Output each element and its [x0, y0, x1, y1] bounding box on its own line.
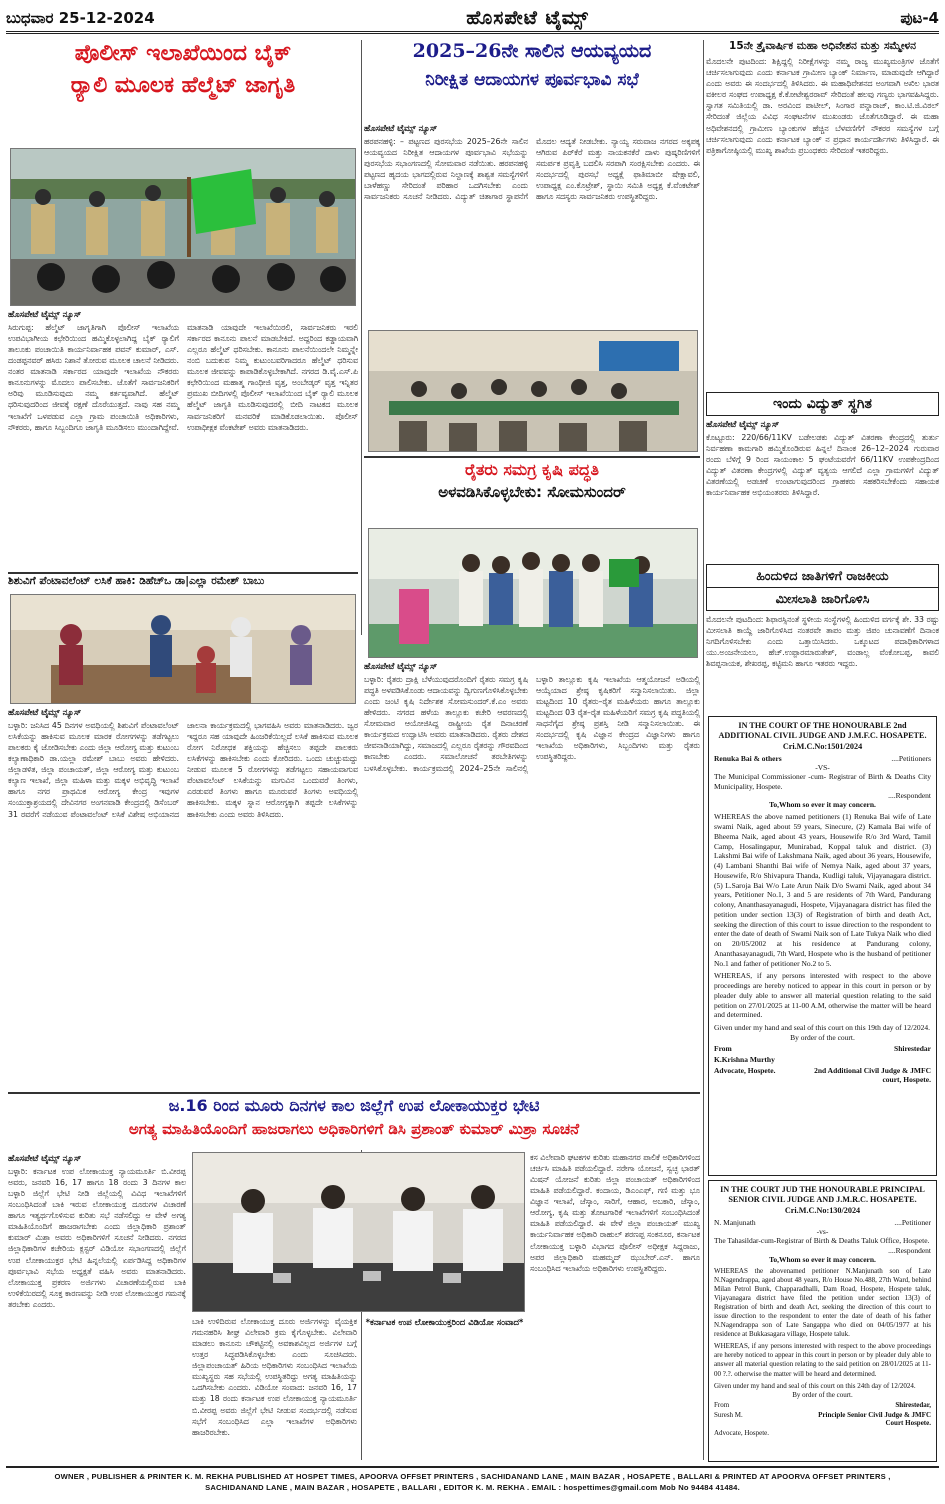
column-divider [361, 40, 362, 635]
notice-sign-court: 2nd Additional Civil Judge & JMFC court, Hospete. [814, 1065, 931, 1084]
notice-title: IN THE COURT OF THE HONOURABLE 2nd ADDITIONAL CIVIL JUDGE AND J.M.F.C. HOSAPETE. [718, 721, 927, 741]
notice-respondent-role: ....Respondent [888, 1245, 931, 1255]
subhead: *ಕರ್ನಾಟಕ ಉಪ ಲೋಕಾಯುಕ್ತರಿಂದ ವಿಡಿಯೋ ಸಂವಾದ* [365, 1318, 524, 1328]
headline: 2025–26ನೇ ಸಾಲಿನ ಆಯವ್ಯಯದ [412, 40, 652, 62]
byline: ಹೊಸಪೇಟೆ ಟೈಮ್ಸ್ ನ್ಯೂಸ್ [364, 662, 438, 672]
notice-advocate-role: Advocate, Hospete. [714, 1065, 776, 1075]
section-divider [8, 572, 358, 574]
photo-vaccination-camp [10, 594, 356, 704]
vaccination-illustration [11, 595, 356, 704]
article-text: ಬಾಕಿ ಉಳಿದಿರುವ ಲೋಕಾಯುಕ್ತ ದೂರು ಅರ್ಜಿಗಳನ್ನು ವೈಯಕ್ತಿಕ ಗಮನಹರಿಸಿ ಶೀಘ್ರ ವಿಲೇವಾರಿ ಕ್ರಮ ಕೈಗೊಳ್ಳಬೇಕು. ವಿಲೇವಾರಿ ಮಾಡಲು ಕಾನೂನು ಚೌಕಟ್ಟಿನಲ್ಲಿ ಅವಕಾಶವಿಲ್ಲದ ಅರ್ಜಿಗಳ ಬಗ್ಗೆ ಉತ್ತರ ಸಿದ್ಧಪಡಿಸಿಕೊಳ್ಳಬೇಕು ಎಂದು ಸೂಚಿಸಿದರು. ಜಿಲ್ಲಾಪಂಚಾಯತ್ ಹಿರಿಯ ಅಧಿಕಾರಿಗಳು ಸಂಬಂಧಿಸಿದ ಇಲಾಖೆಯ ಮುಖ್ಯಸ್ಥರು ಸಹ ಸಭೆಯಲ್ಲಿ ಉಪಸ್ಥಿತರಿದ್ದು ಅಗತ್ಯ ಮಾಹಿತಿಯನ್ನು ಒದಗಿಸಬೇಕು ಎಂದರು. ವಿಡಿಯೋ ಸಂವಾದ: ಜನವರಿ 16, 17 ಮತ್ತು 18 ರಂದು ಕರ್ನಾಟಕ ಉಪ ಲೋಕಾಯುಕ್ತ ನ್ಯಾಯಮೂರ್ತಿ ಬಿ.ವೀರಪ್ಪ ಅವರು ಜಿಲ್ಲೆಗೆ ಭೇಟಿ ನೀಡುವ ಸಂದರ್ಭದಲ್ಲಿ ನಡೆಸುವ ಸಭೆಗೆ ಸಂಬಂಧಿಸಿದ ಎಲ್ಲಾ ಇಲಾಖೆಗಳ ಅಧಿಕಾರಿಗಳು ಹಾಜರಿರಬೇಕು. [192, 1317, 357, 1437]
article-power-cut [706, 392, 939, 562]
notice-order: By order of the court. [790, 1032, 855, 1042]
article-lokayukta-body-a [8, 1152, 186, 1464]
notice-title: IN THE COURT JUD THE HONOURABLE PRINCIPAL SENIOR CIVIL JUDGE AND J.M.R.C. HOSAPETE. [720, 1185, 925, 1205]
headline: ನಿರೀಕ್ಷಿತ ಆದಾಯಗಳ ಪೂರ್ವಭಾವಿ ಸಭೆ [425, 69, 639, 90]
officials-meeting-illustration [193, 1153, 525, 1312]
article-text: ಬಳ್ಳಾರಿ: ಕರ್ನಾಟಕ ಉಪ ಲೋಕಾಯುಕ್ತ ನ್ಯಾಯಮೂರ್ತಿ ಬಿ.ವೀರಪ್ಪ ಅವರು, ಜನವರಿ 16, 17 ಹಾಗೂ 18 ರಂದು 3 ದಿನಗಳ ಕಾಲ ಬಳ್ಳಾರಿ ಜಿಲ್ಲೆಗೆ ಭೇಟಿ ನೀಡಿ ಜಿಲ್ಲೆಯಲ್ಲಿ ವಿವಿಧ ಇಲಾಖೆಗಳಿಗೆ ಸಂಬಂಧಿಸಿದಂತೆ ಬಾಕಿ ಇರುವ ಲೋಕಾಯುಕ್ತ ದೂರುಗಳ ವಿಚಾರಣೆ ಹಾಗೂ ಇತ್ಯರ್ಥಗೊಳಿಸುವ ಕುರಿತು ಸಭೆ ನಡೆಸಲಿದ್ದು ಆ ವೇಳೆ ಅಗತ್ಯ ಮಾಹಿತಿಯೊಂದಿಗೆ ಹಾಜರಾಗಬೇಕು ಎಂದು ಜಿಲ್ಲಾಧಿಕಾರಿ ಪ್ರಶಾಂತ್ ಕುಮಾರ್ ಮಿಶ್ರಾ ಅವರು ಅಧಿಕಾರಿಗಳಿಗೆ ಸೂಚನೆ ನೀಡಿದರು. ನಗರದ ಜಿಲ್ಲಾಧಿಕಾರಿಗಳ ಕಚೇರಿಯ ಕ್ಲಸ್ಟರ್ ವಿಡಿಯೋ ಸಭಾಂಗಣದಲ್ಲಿ ಜಿಲ್ಲೆಗೆ ಉಪ ಲೋಕಾಯುಕ್ತರ ಭೇಟಿ ಹಿನ್ನಲೆಯಲ್ಲಿ ಏರ್ಪಡಿಸಿದ್ದ ಅಧಿಕಾರಿಗಳ ಪೂರ್ವಭಾವಿ ಸಭೆಯ ಅಧ್ಯಕ್ಷತೆ ವಹಿಸಿ ಅವರು ಮಾತನಾಡಿದರು. ಲೋಕಾಯುಕ್ತ ಪ್ರಕರಣ ಅರ್ಜಿಗಳು ವಿಚಾರಣೆಯಲ್ಲಿರುವ ಬಾಕಿ ಉಳಿಕೆಯಿರದಲ್ಲಿ ಸೂಕ್ತ ಕಾರಣವನ್ನು ನೀಡಿ ಉಪ ಲೋಕಾಯುಕ್ತರ ಗಮನಕ್ಕೆ ತರಬೇಕು ಎಂದರು. [8, 1167, 186, 1309]
issue-date: ಬುಧವಾರ 25-12-2024 [6, 8, 155, 27]
column-divider [703, 40, 704, 1460]
police-bike-rally-illustration [11, 149, 356, 306]
byline: ಹೊಸಪೇಟೆ ಟೈಮ್ಸ್ ನ್ಯೂಸ್ [8, 708, 82, 718]
headline-box: ಮೀಸಲಾತಿ ಜಾರಿಗೊಳಿಸಿ [706, 587, 939, 611]
notice-sign-title: Shirestedar [894, 1043, 931, 1053]
notice-vs: -VS- [815, 762, 830, 772]
article-lokayukta-body-c [530, 1152, 700, 1464]
photo-farmers-day [368, 528, 698, 658]
court-notice-1 [708, 716, 937, 1176]
article-lokayukta-headlines [8, 1096, 700, 1148]
notice-given: Given under my hand and seal of this court on this 24th day of 12/2024. [714, 1381, 916, 1390]
photo-budget-meeting [368, 330, 698, 452]
newspaper-title: ಹೊಸಪೇಟೆ ಟೈಮ್ಸ್ [466, 6, 589, 29]
notice-case-number: Cri.M.C.No:130/2024 [784, 1205, 861, 1215]
notice-advocate-role: Advocate, Hospete. [714, 1428, 770, 1437]
farmers-felicitation-illustration [369, 529, 698, 658]
masthead [6, 4, 939, 34]
article-text: ಕಸ ವಿಲೇವಾರಿ ಘಟಕಗಳ ಕುರಿತು ಮಹಾನಗರ ಪಾಲಿಕೆ ಅಧಿಕಾರಿಗಳಿಂದ ಚರ್ಚಿಸಿ ಮಾಹಿತಿ ಪಡೆಯಲಿದ್ದಾರೆ. ನರೇಗಾ ಯೋಜನೆ, ಸ್ವಚ್ಛ ಭಾರತ್ ಮಿಷನ್ ಯೋಜನೆ ಕುರಿತು ಜಿಲ್ಲಾ ಪಂಚಾಯತ್ ಅಧಿಕಾರಿಗಳಿಂದ ಮಾಹಿತಿ ಪಡೆಯಲಿದ್ದಾರೆ. ಕಂದಾಯ, ಡಿಎಂಎಫ್, ಗಣಿ ಮತ್ತು ಭೂ ವಿಜ್ಞಾನ ಇಲಾಖೆ, ಜೆಸ್ಕಾಂ, ಸಾರಿಗೆ, ಆಹಾರ, ಅಬಕಾರಿ, ಜೆಸ್ಕಾಂ, ಆರೋಗ್ಯ, ಕೃಷಿ ಮತ್ತು ತೋಟಗಾರಿಕೆ ಇಲಾಖೆಗಳಿಗೆ ಸಂಬಂಧಿಸಿದಂತೆ ಮಾಹಿತಿ ಪಡೆಯಲಿದ್ದಾರೆ. ಈ ವೇಳೆ ಜಿಲ್ಲಾ ಪಂಚಾಯತ್ ಮುಖ್ಯ ಕಾರ್ಯನಿರ್ವಾಹಕ ಅಧಿಕಾರಿ ರಾಹುಲ್ ಶರಣಪ್ಪ ಸಂಕನೂರ, ಕರ್ನಾಟಕ ಲೋಕಾಯುಕ್ತ ಬಳ್ಳಾರಿ ವಿಭಾಗದ ಪೊಲೀಸ್ ಅಧೀಕ್ಷಕ ಸಿದ್ದರಾಜು, ಅಪರ ಜಿಲ್ಲಾಧಿಕಾರಿ ಮಹಮ್ಮದ್ ಝುಬೇರ್.ಎನ್. ಹಾಗೂ ಸಂಬಂಧಿಸಿದ ಇಲಾಖೆಯ ಅಧಿಕಾರಿಗಳು ಉಪಸ್ಥಿತರಿದ್ದರು. [530, 1153, 700, 1273]
notice-advocate-name: Suresh M. [714, 1410, 743, 1419]
headline: 15ನೇ ತ್ರೈವಾರ್ಷಿಕ ಮಹಾ ಅಧಿವೇಶನ ಮತ್ತು ಸಮ್ಮೇಳನ [729, 40, 916, 52]
notice-petitioner-role: ....Petitioners [891, 753, 931, 763]
byline: ಹೊಸಪೇಟೆ ಟೈಮ್ಸ್ ನ್ಯೂಸ್ [8, 1154, 82, 1164]
notice-from: From [714, 1400, 730, 1409]
notice-to-whom: To,Whom so ever it may concern. [769, 800, 876, 810]
notice-respondent-role: ....Respondent [888, 791, 931, 801]
headline: ಅಳವಡಿಸಿಕೊಳ್ಳಬೇಕು: ಸೋಮಸುಂದರ್ [438, 483, 626, 501]
photo-helmet-rally [10, 148, 356, 306]
notice-sign-court: Principle Senior Civil Judge & JMFC Court Hospete. [818, 1410, 931, 1427]
article-text: ಸಿರುಗುಪ್ಪ: ಹೆಲ್ಮೆಟ್ ಜಾಗೃತಿಗಾಗಿ ಪೊಲೀಸ್ ಇಲಾಖೆಯ ಉಪವಿಭಾಗೀಯ ಕಛೇರಿಯಿಂದ ಹಮ್ಮಿಕೊಳ್ಳಲಾಗಿದ್ದ ಬೈಕ್ ರ್‍ಯಾಲಿಗೆ ತಾಲೂಕು ಪಂಚಾಯಿತಿ ಕಾರ್ಯನಿರ್ವಾಹಕ ಪವನ್ ಕುಮಾರ್, ಎಸ್. ದಂಡಪ್ಪನವರ್ ಹಸಿರು ನಿಶಾನೆ ತೋರುವ ಮೂಲಕ ಚಾಲನೆ ನೀಡಿದರು. ನಂತರ ಮಾತನಾಡಿ ಸರ್ಕಾರದ ಯಾವುದೇ ಇಲಾಖೆಯ ನೌಕರರು ಕಾನೂನುಗಳನ್ನು ಮೊದಲು ಪಾಲಿಸಬೇಕು. ಜೊತೆಗೆ ಸಾರ್ವಜನಿಕರಿಗೆ ಅರಿವು ಮೂಡಿಸುವುದು ನಮ್ಮ ಕರ್ತವ್ಯವಾಗಿದೆ. ಹೆಲ್ಮೆಟ್ ಧರಿಸುವುದರಿಂದ ಜೀವಕ್ಕೆ ರಕ್ಷಣೆ ದೊರೆಯುತ್ತದೆ. ನಾವು ಸಹ ನಮ್ಮ ಇಲಾಖೆಗೆ ಒಳಪಡುವ ಎಲ್ಲಾ ಗ್ರಾಮ ಪಂಚಾಯಿತಿ ಅಧಿಕಾರಿಗಳು, ನೌಕರರು, ಹಾಗೂ ಸಿಬ್ಬಂದಿಗೂ ಜಾಗೃತಿ ಮೂಡಿಸಲು ಮುಂದಾಗಿದ್ದೇವೆ. ಮಾತನಾಡಿ ಯಾವುದೇ ಇಲಾಖೆಯಿರಲಿ, ಸಾರ್ವಜನಿಕರು ಇರಲಿ ಸರ್ಕಾರದ ಕಾನೂನು ಪಾಲನೆ ಮಾಡಬೇಕಿದೆ. ಅದ್ದರಿಂದ ಕಡ್ಡಾಯವಾಗಿ ಎಲ್ಲರೂ ಹೆಲ್ಮೆಟ್ ಧರಿಸಬೇಕು. ಕಾನೂನು ಪಾಲನೆಯಿಂದಲೇ ನಿಮ್ಮನ್ನೇ ನಂಬಿ ಬದುಕುವ ನಿಮ್ಮ ಕುಟುಂಬವರಿಗಾದರೂ ಹೆಲ್ಮೆಟ್ ಧರಿಸುವ ಮೂಲಕ ಜೀವವನ್ನು ಕಾಪಾಡಿಕೊಳ್ಳಬೇಕಾಗಿದೆ. ನಗರದ ಡಿ.ವೈ.ಎಸ್.ಪಿ ಕಛೇರಿಯಿಂದ ಮಹಾತ್ಮ ಗಾಂಧೀಜಿ ವೃತ್ತ, ಅಂಬೇಡ್ಕರ್ ವೃತ್ತ ಇನ್ನಿತರ ಪ್ರಮುಖ ಬೀದಿಗಳಲ್ಲಿ ಪೊಲೀಸ್ ಇಲಾಖೆಯಿಂದ ಬೈಕ್ ರ್‍ಯಾಲಿ ಮೂಲಕ ಹೆಲ್ಮೆಟ್ ಜಾಗೃತಿ ಮೂಡಿಸುವುದರಲ್ಲಿ ಬೀದಿ ನಾಟಕದ ಮೂಲಕ ಸಾರ್ವಜನಿಕರಿಗೆ ಮನವರಿಕೆ ಮಾಡಿಕೊಡಲಾಯಿತು. ಪೊಲೀಸ್ ಉಪಾಧೀಕ್ಷಕ ವೆಂಕಟೇಶ್ ಅವರು ಮಾತನಾಡಿದರು. [8, 323, 358, 432]
notice-given: Given under my hand and seal of this court on this 19th day of 12/2024. [714, 1023, 931, 1032]
notice-vs: -vs- [816, 1226, 829, 1236]
notice-body: WHEREAS the above named petitioners (1) Renuka Bai wife of Late swami Naik, aged about 59 years, Sinecure, (2) Kamala Bai wife of Bheema Naik, aged about 43 years, Housewife R/o 3rd Ward, Tamil Camp, Hosalingapur, Munirabad, Koppal taluk and district. (3) Lakshmi Bai wife of Lakshmana Naik, aged about 36 years, Housewife, (4) Lambani Shanthi Bai wife of Nemya Naik, aged about 37 years, Housewife, R/o Shivapura Thanda, Kudligi taluk, Vijayanagara district. (5) L.Saroja Bai W/o Late Arun Naik D/o Swami Naik, aged about 34 years, Petitioner No.1, 3 and 5 are residents of 7th Ward, Pandurang colony, Ananthasayanagudi, Hospete, Vijayanagara district has filed the petition under section 13(3) of Registration of birth and death Act, seeking the direction of this court to issue direction to the respondent to enter the date of death of Swami Naik son of Late Tukya Naik who died on 20/05/2002 at his residence at Pandurang colony, Ananthasayanagudi, 7th Ward, Hospete who is the husband of petitioner No.1 and father of petitioner No.2 to 5. [714, 812, 931, 968]
article-helmet-rally-body [8, 308, 358, 570]
notice-sign-title: Shirestedar, [895, 1400, 931, 1409]
article-lokayukta-body-b [192, 1316, 357, 1464]
notice-case-number: Cri.M.C.No:1501/2024 [782, 741, 863, 751]
section-divider [364, 456, 700, 458]
imprint-footer [6, 1466, 939, 1500]
notice-body-2: WHEREAS, if any persons interested with respect to the above proceedings are hereby noticed to appear in this court in person or by pleader duly able to answer all material question relating to the said petition on 27/01/2025 at 11-00 A.M, otherwise the matter will be heard and determined. [714, 971, 931, 1020]
article-farming-body [364, 660, 700, 1090]
article-budget-meeting [364, 40, 700, 135]
article-bank-convention [706, 40, 939, 388]
article-text: ಬಳ್ಳಾರಿ: ರೈತರು ದ್ರಾಕ್ಷಿ ಬೆಳೆಯುವುದರೊಂದಿಗೆ ರೈತರು ಸಮಗ್ರ ಕೃಷಿ ಪದ್ಧತಿ ಅಳವಡಿಸಿಕೊಂಡು ಆದಾಯವನ್ನು ದ್ವಿಗುಣಗೊಳಿಸಿಕೊಳ್ಳಬೇಕು ಎಂದು ಜಂಟಿ ಕೃಷಿ ನಿರ್ದೇಶಕ ಸೋಮಸುಂದರ್.ಕೆ.ಎಂ ಅವರು ಹೇಳಿದರು. ನಗರದ ಹಳೆಯ ತಾಲ್ಲೂಕು ಕಚೇರಿ ಆವರಣದಲ್ಲಿ ಸೋಮವಾರ ಆಯೋಜಿಸಿದ್ದ ರಾಷ್ಟ್ರೀಯ ರೈತ ದಿನಾಚರಣೆ ಕಾರ್ಯಕ್ರಮದ ಉದ್ಘಾಟಿಸಿ ಅವರು ಮಾತನಾಡಿದರು. ರೈತರು ದೇಶದ ಜೀವನಾಡಿಯಾಗಿದ್ದು, ಸಮಾಜದಲ್ಲಿ ಎಲ್ಲರೂ ರೈತರನ್ನು ಗೌರವದಿಂದ ಕಾಣಬೇಕು ಎಂದರು. ಸಮಾಲೋಚನೆ ತರಬೇತಿಗಳನ್ನು ಬಳಸಿಕೊಳ್ಳಬೇಕು. ಕಾರ್ಯಕ್ರಮದಲ್ಲಿ 2024–25ನೇ ಸಾಲಿನಲ್ಲಿ ಬಳ್ಳಾರಿ ತಾಲ್ಲೂಕು ಕೃಷಿ ಇಲಾಖೆಯ ಆತ್ಮಯೋಜನೆ ಅಡಿಯಲ್ಲಿ ಆಯ್ಕೆಯಾದ ಶ್ರೇಷ್ಠ ಕೃಷಿಕರಿಗೆ ಸನ್ಮಾನಿಸಲಾಯಿತು. ಜಿಲ್ಲಾ ಮಟ್ಟದಿಂದ 10 ರೈತರು–ರೈತ ಮಹಿಳೆಯರು ಹಾಗೂ ತಾಲ್ಲೂಕು ಮಟ್ಟದಿಂದ 03 ರೈತ–ರೈತ ಮಹಿಳೆಯರಿಗೆ ಸಮಗ್ರ ಕೃಷಿ ಪದ್ಧತಿಯಲ್ಲಿ ಸಾಧನೆಗೈದ ಶ್ರೇಷ್ಠ ಪ್ರಶಸ್ತಿ ನೀಡಿ ಸನ್ಮಾನಿಸಲಾಯಿತು. ಈ ಸಂದರ್ಭದಲ್ಲಿ ಕೃಷಿ ವಿಜ್ಞಾನ ಕೇಂದ್ರದ ವಿಜ್ಞಾನಿಗಳು ಹಾಗೂ ಇಲಾಖೆಯ ಅಧಿಕಾರಿಗಳು, ಸಿಬ್ಬಂದಿಗಳು ಮತ್ತು ರೈತರು ಉಪಸ್ಥಿತರಿದ್ದರು. [364, 675, 700, 773]
page-number: ಪುಟ-4 [900, 8, 939, 27]
headline: ಅಗತ್ಯ ಮಾಹಿತಿಯೊಂದಿಗೆ ಹಾಜರಾಗಲು ಅಧಿಕಾರಿಗಳಿಗೆ ಡಿಸಿ ಪ್ರಶಾಂತ್ ಕುಮಾರ್ ಮಿಶ್ರಾ ಸೂಚನೆ [128, 1120, 580, 1138]
imprint-line-2: SACHIDANAND LANE , MAIN BAZAR , HOSAPETE , BALLARI , EDITOR K. M. REKHA . EMAIL : hospettimes@gmail.com Mob No 94484 41484. [205, 1483, 740, 1493]
headline: ರೈತರು ಸಮಗ್ರ ಕೃಷಿ ಪದ್ಧತಿ [465, 460, 599, 479]
notice-advocate-name: K.Krishna Murthy [714, 1054, 775, 1064]
headline-box: ಹಿಂದುಳಿದ ಜಾತಿಗಳಿಗೆ ರಾಜಕೀಯ [706, 564, 939, 587]
notice-from: From [714, 1043, 732, 1053]
article-text: ಮೊದಲನೇ ಪುಟದಿಂದ: ಶಿಕ್ಷಿದ್ದಲ್ಲಿ ನಿರೀಕ್ಷೆಗಳನ್ನು ನಮ್ಮ ರಾಜ್ಯ ಮುಖ್ಯಮಂತ್ರಿಗಳ ಜೊತೆಗೆ ಚರ್ಚಿಸಲಾಗುವುದು ಎಂದು ಕರ್ನಾಟಕ ಗ್ರಾಮೀಣ ಬ್ಯಾಂಕ್ ನಿರ್ಮಾಣ, ಮಾಡುವುದೇ ಆಗಿದ್ದಾರೆ ಎಂದು ಅವರು ಈ ಸಂದರ್ಭದಲ್ಲಿ ತಿಳಿಸಿದರು. ಈ ಮಹಾಧಿವೇಶನದ ಅಂಗವಾಗಿ ಅಖಿಲ ಭಾರತ ವಕೀಲರ ಸಂಘದ ಉಪಾಧ್ಯಕ್ಷ ಕೆ.ಕೋಟೇಶ್ವರರಾವ್ ಸೇರಿದಂತೆ ಹಲವು ಗಣ್ಯರು ಭಾಗವಹಿಸಿದ್ದರು. ಸ್ವಾಗತ ಸಮಿತಿಯಲ್ಲಿ ಡಾ. ಅರವಿಂದ ಪಾಟೀಲ್, ಸಿಂಗಾರ ಪನ್ನಾರಾಜ್, ಕಾಂ.ಟಿ.ಜಿ.ವಿಠಲ್ ಸೇರಿದಂತೆ ಜಿಲ್ಲೆಯ ವಿವಿಧ ಸಂಘಟನೆಗಳ ಮುಖಂಡರು ಜೊತೆಗೂಡಿದ್ದಾರೆ. ಈ ಮಹಾ ಅಧಿವೇಶನದಲ್ಲಿ ಗ್ರಾಮೀಣ ಬ್ಯಾಂಕುಗಳ ಹೆಚ್ಚಿನ ಬೆಳವಣಿಗೆಗೆ ನೌಕರರ ಸಮಸ್ಯೆಗಳ ಬಗ್ಗೆ ಚರ್ಚಿಸಲಾಗುವುದು ಎಂದು ಕರ್ನಾಟಕ ಬ್ಯಾಂಕ್ ನ ಪ್ರಧಾನ ಕಾರ್ಯದರ್ಶಿಗಳು ತಿಳಿಸಿದ್ದಾರೆ. ಈ ಪತ್ರಿಕಾಗೋಷ್ಠಿಯಲ್ಲಿ ಮುಖ್ಯ ಶಾಖೆಯ ಪ್ರಬಂಧಕರು ಸೇರಿದಂತೆ ಇತರರಿದ್ದರು. [706, 57, 939, 155]
article-text: ಕೊಟ್ಟೂರು: 220/66/11KV ಬಡೇಲಡಕು ವಿದ್ಯುತ್ ವಿತರಣಾ ಕೇಂದ್ರದಲ್ಲಿ ತುರ್ತು ನಿರ್ವಹಣಾ ಕಾಮಗಾರಿ ಹಮ್ಮಿಕೊಂಡಿರುವ ಹಿನ್ನಲೆ ದಿನಾಂಕ 26–12–2024 ಗುರುವಾರ ರಂದು ಬೆಳಿಗ್ಗೆ 9 ರಿಂದ ಸಾಯಂಕಾಲ 5 ಘಂಟೆಯವರೆಗೆ 66/11KV ಉಪಕೇಂದ್ರದಿಂದ ವಿದ್ಯುತ್ ವಿತರಣಾ ಕೇಂದ್ರಗಳಲ್ಲಿ ವಿದ್ಯುತ್ ವ್ಯತ್ಯಯ ಆಗಲಿದೆ ಎಲ್ಲಾ ಗ್ರಾಮಗಳಿಗೆ ವಿದ್ಯುತ್ ವಿತರಣೆಯಲ್ಲಿ ಅಡಚಣೆ ಉಂಟಾಗುವುದರಿಂದ ಗ್ರಾಹಕರು ಸಹಕರಿಸಬೇಕೆಂದು ಸಹಾಯಕ ಕಾರ್ಯನಿರ್ವಾಹಕ ಅಭಿಯಂತರರು ತಿಳಿಸಿದ್ದಾರೆ. [706, 433, 939, 498]
article-lokayukta-subhead [364, 1316, 525, 1464]
notice-petitioner-role: ....Petitioner [894, 1217, 931, 1227]
headline-box: ಇಂದು ವಿದ್ಯುತ್ ಸ್ಥಗಿತ [706, 392, 939, 416]
notice-order: By order of the court. [792, 1390, 853, 1399]
article-text: ಬಳ್ಳಾರಿ: ಜನಿಸಿದ 45 ದಿನಗಳ ಅವಧಿಯಲ್ಲಿ ಶಿಶುವಿಗೆ ಪೆಂಟಾವಲೆಂಟ್ ಲಸಿಕೆಯನ್ನು ಹಾಕಿಸುವ ಮೂಲಕ ಮಾರಕ ರೋಗಗಳನ್ನು ತಡೆಗಟ್ಟಲು ಪಾಲಕರು ಕೈ ಜೋಡಿಸಬೇಕು ಎಂದು ಜಿಲ್ಲಾ ಆರೋಗ್ಯ ಮತ್ತು ಕುಟುಂಬ ಕಲ್ಯಾಣಾಧಿಕಾರಿ ಡಾ.ಯಲ್ಲಾ ರಮೇಶ್ ಬಾಬು ಅವರು ಹೇಳಿದರು. ಜಿಲ್ಲಾಡಳಿತ, ಜಿಲ್ಲಾ ಪಂಚಾಯತ್, ಜಿಲ್ಲಾ ಆರೋಗ್ಯ ಮತ್ತು ಕುಟುಂಬ ಕಲ್ಯಾಣ ಇಲಾಖೆ, ಜಿಲ್ಲಾ ಮಹಿಳಾ ಮತ್ತು ಮಕ್ಕಳ ಅಭಿವೃದ್ಧಿ ಇಲಾಖೆ ಹಾಗೂ ನಗರ ಪ್ರಾಥಮಿಕ ಆರೋಗ್ಯ ಕೇಂದ್ರ ಇವುಗಳ ಸಂಯುಕ್ತಾಶ್ರಯದಲ್ಲಿ ದೇವಿನಗರ ಅಂಗನವಾಡಿ ಕೇಂದ್ರದಲ್ಲಿ ಡಿಸೆಂಬರ್ 31 ರವರೆಗೆ ನಡೆಯುವ ಪೆಂಟಾವಲೆಂಟ್ ಲಸಿಕೆ ವಿಶೇಷ ಅಭಿಯಾನದ ಜಾಲನಾ ಕಾರ್ಯಕ್ರಮದಲ್ಲಿ ಭಾಗವಹಿಸಿ ಅವರು ಮಾತನಾಡಿದರು. ಜ್ವರ ಇದ್ದರೂ ಸಹ ಯಾವುದೇ ಹಿಂಜರಿಕೆಯಿಲ್ಲದೆ ಲಸಿಕೆ ಹಾಕಿಸುವ ಮೂಲಕ ರೋಗ ನಿರೋಧಕ ಶಕ್ತಿಯನ್ನು ಹೆಚ್ಚಿಸಲು ತಪ್ಪದೇ ಪಾಲಕರು ಲಸಿಕೆಗಳನ್ನು ಹಾಕಿಸಬೇಕು ಎಂದು ಕೋರಿದರು. ಒಂದು ಚುಚ್ಚುಮದ್ದು ನೀಡುವ ಮೂಲಕ 5 ರೋಗಗಳನ್ನು ತಡೆಗಟ್ಟಲು ಸಹಾಯವಾಗುವ ಪೆಂಟಾವಲೆಂಟ್ ಲಸಿಕೆಯನ್ನು ಮಗುವಿನ ಒಂದುವರೆ ತಿಂಗಳು, ಎರಡುವರೆ ತಿಂಗಳು ಹಾಗೂ ಮೂರುವರೆ ತಿಂಗಳು ಅವಧಿಯಲ್ಲಿ ಹಾಕಿಸಬೇಕು. ಮಕ್ಕಳ ಸ್ನಾನ ಆರೋಗ್ಯಕ್ಕಾಗಿ ತಪ್ಪದೇ ಲಸಿಕೆಗಳನ್ನು ಹಾಕಿಸಬೇಕು ಎಂದು ಅವರು ತಿಳಿಸಿದರು. [8, 721, 358, 819]
article-farming [364, 460, 700, 522]
article-budget-body [364, 122, 700, 327]
article-text: ಮೊದಲನೇ ಪುಟದಿಂದ: ಶಿಫಾರಸ್ಸಿನಂತೆ ಸ್ಥಳೀಯ ಸಂಸ್ಥೆಗಳಲ್ಲಿ ಹಿಂದುಳಿದ ವರ್ಗಕ್ಕೆ ಶೇ. 33 ರಷ್ಟು ಮೀಸಲಾತಿ ಕಾಯ್ದೆ ಜಾರಿಗೊಳಿಸಿದ ನಂತರವೇ ತಾಪಂ ಮತ್ತು ಜಿಪಂ ಚುನಾವಣೆಗೆ ದಿನಾಂಕ ನಿಗದಿಗೊಳಿಸಬೇಕು ಎಂದು ಒತ್ತಾಯಿಸಿದರು. ಒಕ್ಕೂಟದ ಪದಾಧಿಕಾರಿಗಳಾದ ಯು.ಅಂಜನೇಯಲು, ಹೆಚ್.ಉಪ್ಪಾರಮಾರುತೇಶ್, ವಂಡಾಲ್ಲ ವೆಂಕೋಬಪ್ಪ, ಕಾವಲಿ ಶಿವಪ್ಪನಾಯಕ, ಶೇಖರಪ್ಪ, ಕಟ್ಟಿಮನಿ ಹಾಗೂ ಇತರರು ಇದ್ದರು. [706, 615, 939, 669]
notice-petitioner: Renuka Bai & others [714, 753, 782, 763]
article-vaccine-body [8, 706, 358, 1091]
article-reservation [706, 564, 939, 714]
imprint-line-1: OWNER , PUBLISHER & PRINTER K. M. REKHA PUBLISHED AT HOSPET TIMES, APOORVA OFFSET PRINTERS , SACHIDANAND LANE , MAIN BAZAR , HOSAPETE , BALLARI & PRINTED AT APOORVA OFFSET PRINTERS , [54, 1472, 891, 1481]
notice-body: WHEREAS the abovenamed petitioner N.Manjunath son of Late N.Nagendrappa, aged about 48 years, R/o House No.488, 27th Ward, behind Milan Petrol Bunk, Chapparadhalli, Dam Road, Hospete, Hospete taluk, Vijayanagara district have filed the petition under section 13(3) of Registration of birth and death Act, seeking the direction of this court to issue direction to the respondent to enter the date of death of his father N.Nagendrappa son of Late Sangappa who died on 04/05/1977 at his residence at Bukkasagara village, Hospete taluk. [714, 1266, 931, 1339]
headline: ಪೊಲೀಸ್ ಇಲಾಖೆಯಿಂದ ಬೈಕ್ [74, 41, 292, 66]
headline: ರ್‍ಯಾಲಿ ಮೂಲಕ ಹೆಲ್ಮೆಟ್ ಜಾಗೃತಿ [70, 72, 296, 98]
byline: ಹೊಸಪೇಟೆ ಟೈಮ್ಸ್ ನ್ಯೂಸ್ [364, 124, 438, 134]
meeting-hall-illustration [369, 331, 698, 452]
article-text: ಹರಪನಹಳ್ಳಿ: – ಪಟ್ಟಣದ ಪುರಸಭೆಯ 2025–26ನೇ ಸಾಲಿನ ಆಯವ್ಯಯದ ನಿರೀಕ್ಷಿತ ಆದಾಯಗಳ ಪೂರ್ವಭಾವಿ ಸಭೆಯನ್ನು ಪುರಸಭೆಯ ಸಭಾಂಗಣದಲ್ಲಿ ಸೋಮವಾರ ನಡೆಯಿತು. ಹರಪನಹಳ್ಳಿ ಪಟ್ಟಣದ ಹೃದಯ ಭಾಗದಲ್ಲಿರುವ ನಿಲ್ದಾಣಕ್ಕೆ ಶಾಶ್ವತ ಸಮಸ್ಯೆಗಳಿಗೆ ಬಾಳೆಹಣ್ಣು ಸೇರಿದಂತೆ ಪರಿಹಾರ ಒದಗಿಸಬೇಕು ಎಂದು ಸಾರ್ವಜನಿಕರು ಸೂಚನೆ ನೀಡಿದರು. ವಿದ್ಯುತ್ ಚಿತಾಗಾರ ಸ್ಥಾಪನೆಗೆ ಮೊದಲ ಆದ್ಯತೆ ನೀಡಬೇಕು. ನ್ಯಾಯ್ಯ ಸರುವಾಜ ನಗರದ ಅಕ್ಕಪಕ್ಕ ಆಗಿರುವ ಪಿರ್‌ಕೆರೆ ಮತ್ತು ನಾಯಕನಕೆರೆ ದಾಳು ಪುಷ್ಕರಿಣಿಗಳಿಗೆ ಸಮರ್ಪಕ ಪ್ರವೃತ್ತಿ ಬದಲಿಸಿ ಸರಪಾಗಿ ಸಂರಕ್ಷಿಸಬೇಕು ಎಂದರು. ಈ ಸಂದರ್ಭದಲ್ಲಿ ಪುರಸಭೆ ಅಧ್ಯಕ್ಷೆ ಫಾತಿಮಾಬೀ ಷೇಕ್ಷಾವಲಿ, ಉಪಾಧ್ಯಕ್ಷ ಎಂ.ಕೊಟ್ರೇಶ್, ಸ್ಥಾಯಿ ಸಮಿತಿ ಅಧ್ಯಕ್ಷ ಕೆ.ವೆಂಕಟೇಶ್ ಹಾಗೂ ಸದಸ್ಯರು ಸಾರ್ವಜನಿಕರು ಉಪಸ್ಥಿತರಿದ್ದರು. [364, 137, 700, 202]
court-notice-2 [708, 1180, 937, 1462]
notice-body-2: WHEREAS, if any persons interested with respect to the above proceedings are hereby noticed to appear in this court in person or by pleader duly able to answer all material question relating to the said petition on 28/01/2025 at 11-00 ?.?. otherwise the matter will be heard and determined. [714, 1342, 931, 1378]
photo-lokayukta-meeting [192, 1152, 525, 1312]
notice-petitioner: N. Manjunath [714, 1217, 756, 1227]
section-divider [8, 1092, 700, 1094]
headline: ಶಿಶುವಿಗೆ ಪೆಂಟಾವಲೆಂಟ್ ಲಸಿಕೆ ಹಾಕಿ: ಡಿಹೆಚ್‌ಒ ಡಾ|ಎಲ್ಲಾ ರಮೇಶ್ ಬಾಬು [8, 575, 265, 587]
notice-to-whom: To,Whom so ever it may concern. [769, 1254, 876, 1264]
headline: ಜ.16 ರಿಂದ ಮೂರು ದಿನಗಳ ಕಾಲ ಜಿಲ್ಲೆಗೆ ಉಪ ಲೋಕಾಯುಕ್ತರ ಭೇಟಿ [168, 1096, 540, 1115]
byline: ಹೊಸಪೇಟೆ ಟೈಮ್ಸ್ ನ್ಯೂಸ್ [8, 310, 82, 320]
notice-respondent: The Municipal Commissioner -cum- Registrar of Birth & Deaths City Municipality, Hospete. [714, 771, 931, 791]
byline: ಹೊಸಪೇಟೆ ಟೈಮ್ಸ್ ನ್ಯೂಸ್ [706, 420, 780, 430]
notice-respondent: The Tahasildar-cum-Registrar of Birth & Deaths Taluk Office, Hospete. [714, 1235, 930, 1245]
